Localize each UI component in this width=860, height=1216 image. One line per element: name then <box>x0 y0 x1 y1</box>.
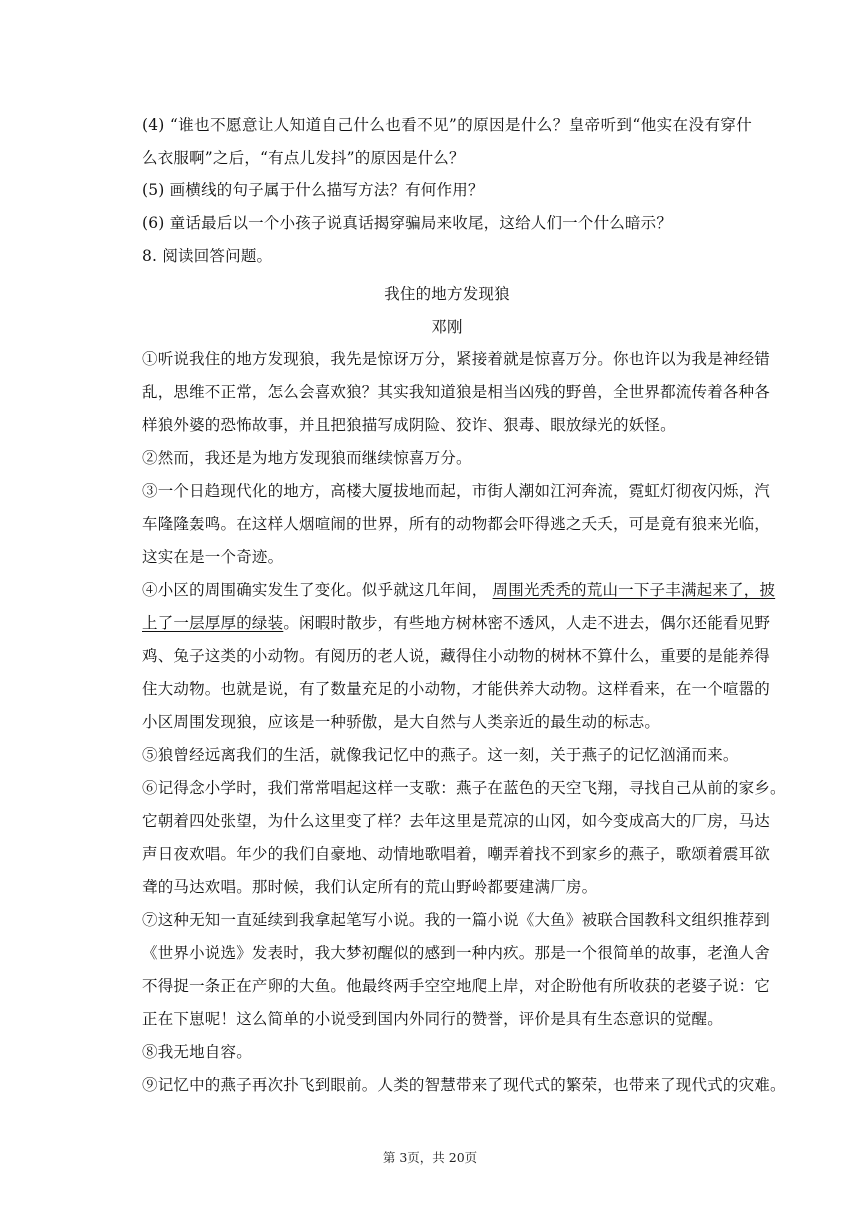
paragraph-9-line: ⑨记忆中的燕子再次扑飞到眼前。人类的智慧带来了现代式的繁荣，也带来了现代式的灾难。 <box>142 1076 786 1094</box>
paragraph-4-line: 鸡、兔子这类的小动物。有阅历的老人说，藏得住小动物的树林不算什么，重要的是能养得 <box>142 647 771 665</box>
paragraph-4-text: 。闲暇时散步，有些地方树林密不透风，人走不进去，偶尔还能看见野 <box>283 614 771 632</box>
paragraph-5-line: ⑤狼曾经远离我们的生活，就像我记忆中的燕子。这一刻，关于燕子的记忆汹涌而来。 <box>142 746 739 764</box>
paragraph-1-line: ①听说我住的地方发现狼，我先是惊讶万分，紧接着就是惊喜万分。你也许以为我是神经错 <box>142 350 771 368</box>
paragraph-3-line: ③一个日趋现代化的地方，高楼大厦拔地而起，市街人潮如江河奔流，霓虹灯彻夜闪烁，汽 <box>142 482 771 500</box>
paragraph-1-line: 乱，思维不正常，怎么会喜欢狼？其实我知道狼是相当凶残的野兽，全世界都流传着各种各 <box>142 383 771 401</box>
paragraph-4-line: 小区周围发现狼，应该是一种骄傲，是大自然与人类亲近的最生动的标志。 <box>142 713 661 731</box>
paragraph-6-line: 它朝着四处张望，为什么这里变了样？去年这里是荒凉的山冈，如今变成高大的厂房，马达 <box>142 812 771 830</box>
underlined-sentence: 上了一层厚厚的绿装 <box>142 614 284 632</box>
paragraph-4-line: 住大动物。也就是说，有了数量充足的小动物，才能供养大动物。这样看来，在一个喧嚣的 <box>142 680 771 698</box>
question-4-line-2: 么衣服啊”之后，“有点儿发抖”的原因是什么？ <box>142 149 465 167</box>
paragraph-7-line: 正在下崽呢！这么简单的小说受到国内外同行的赞誉，评价是具有生态意识的觉醒。 <box>142 1010 723 1028</box>
underlined-sentence: 周围光秃秃的荒山一下子丰满起来了，披 <box>492 581 776 599</box>
question-4-line-1: (4) “谁也不愿意让人知道自己什么也看不见”的原因是什么？皇帝听到“他实在没有穿什 <box>142 116 752 134</box>
article-author: 邓刚 <box>431 318 463 336</box>
page-footer: 第 3页，共 20页 <box>382 1150 478 1165</box>
paragraph-7-line: 不得捉一条正在产卵的大鱼。他最终两手空空地爬上岸，对企盼他有所收获的老婆子说：它 <box>142 977 771 995</box>
paragraph-3-line: 车隆隆轰鸣。在这样人烟喧闹的世界，所有的动物都会吓得逃之夭夭，可是竟有狼来光临， <box>142 515 771 533</box>
paragraph-4-line <box>142 578 776 602</box>
paragraph-4-line <box>142 611 771 635</box>
paragraph-8-line: ⑧我无地自容。 <box>142 1043 252 1061</box>
article-title: 我住的地方发现狼 <box>384 285 510 303</box>
paragraph-7-line: 《世界小说选》发表时，我大梦初醒似的感到一种内疚。那是一个很简单的故事，老渔人舍 <box>142 944 771 962</box>
paragraph-3-line: 这实在是一个奇迹。 <box>142 548 284 566</box>
paragraph-1-line: 样狼外婆的恐怖故事，并且把狼描写成阴险、狡诈、狠毒、眼放绿光的妖怪。 <box>142 416 676 434</box>
question-6: (6) 童话最后以一个小孩子说真话揭穿骗局来收尾，这给人们一个什么暗示？ <box>142 214 673 232</box>
paragraph-7-line: ⑦这种无知一直延续到我拿起笔写小说。我的一篇小说《大鱼》被联合国教科文组织推荐到 <box>142 911 771 929</box>
paragraph-4-text: ④小区的周围确实发生了变化。似乎就这几年间， <box>142 581 488 599</box>
paragraph-6-line: 声日夜欢唱。年少的我们自豪地、动情地歌唱着，嘲弄着找不到家乡的燕子，歌颂着震耳欲 <box>142 845 771 863</box>
paragraph-2-line: ②然而，我还是为地方发现狼而继续惊喜万分。 <box>142 449 472 467</box>
paragraph-6-line: ⑥记得念小学时，我们常常唱起这样一支歌：燕子在蓝色的天空飞翔，寻找自己从前的家乡。 <box>142 779 786 797</box>
question-8: 8. 阅读回答问题。 <box>142 247 273 265</box>
paragraph-6-line: 聋的马达欢唱。那时候，我们认定所有的荒山野岭都要建满厂房。 <box>142 878 598 896</box>
question-5: (5) 画横线的句子属于什么描写方法？有何作用？ <box>142 181 484 199</box>
